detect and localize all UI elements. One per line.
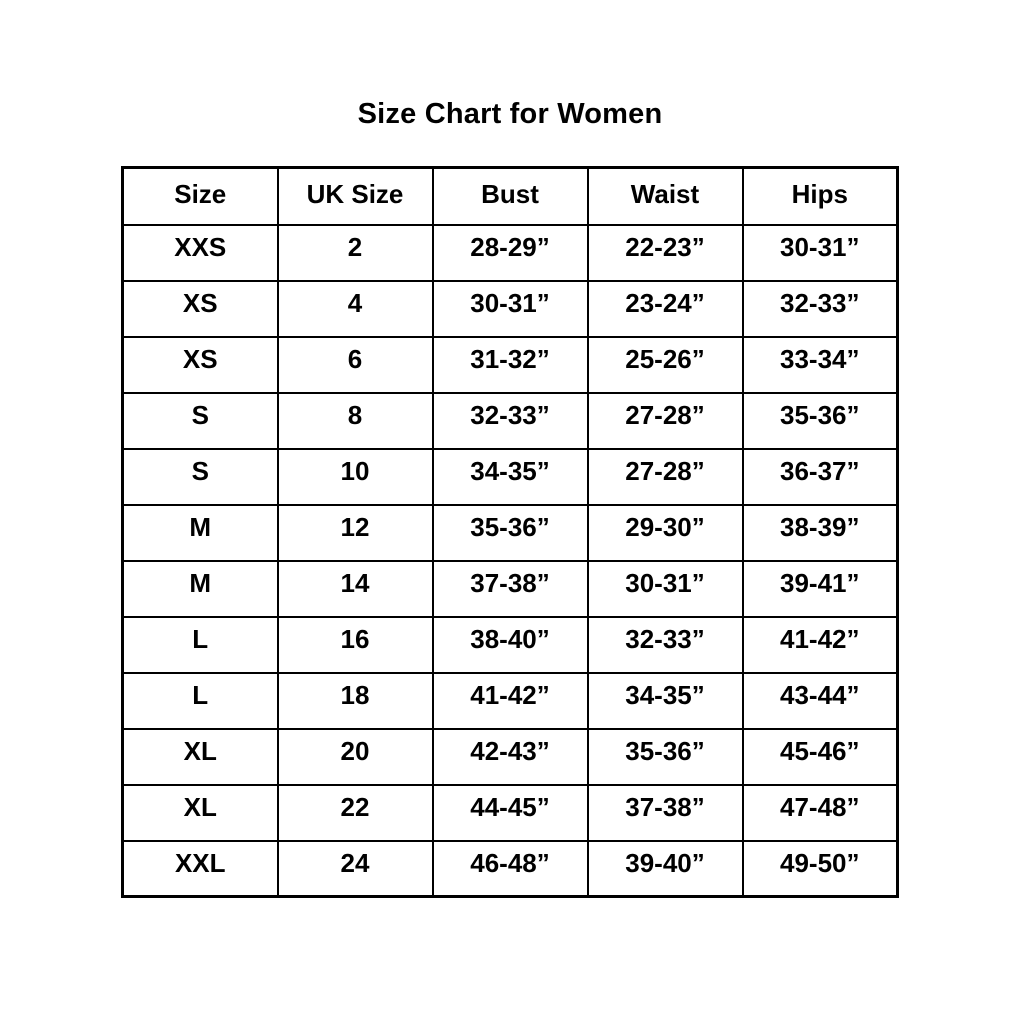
cell-waist: 37-38” (588, 785, 743, 841)
cell-size: M (123, 561, 278, 617)
cell-uk-size: 22 (278, 785, 433, 841)
cell-uk-size: 16 (278, 617, 433, 673)
page-title: Size Chart for Women (357, 98, 663, 130)
cell-bust: 31-32” (433, 337, 588, 393)
cell-uk-size: 18 (278, 673, 433, 729)
header-row (123, 168, 898, 225)
cell-size: S (123, 449, 278, 505)
cell-uk-size: 2 (278, 225, 433, 281)
cell-bust: 44-45” (433, 785, 588, 841)
table-row (123, 449, 898, 505)
cell-waist: 23-24” (588, 281, 743, 337)
cell-uk-size: 6 (278, 337, 433, 393)
column-header-bust: Bust (433, 168, 588, 225)
cell-uk-size: 12 (278, 505, 433, 561)
cell-hips: 35-36” (743, 393, 898, 449)
table-body (123, 225, 898, 897)
size-chart-table (121, 166, 899, 898)
cell-waist: 39-40” (588, 841, 743, 897)
table-row (123, 617, 898, 673)
cell-waist: 27-28” (588, 449, 743, 505)
cell-bust: 42-43” (433, 729, 588, 785)
table-row (123, 505, 898, 561)
cell-size: XXS (123, 225, 278, 281)
cell-uk-size: 14 (278, 561, 433, 617)
column-header-hips: Hips (743, 168, 898, 225)
cell-hips: 33-34” (743, 337, 898, 393)
cell-bust: 46-48” (433, 841, 588, 897)
cell-waist: 22-23” (588, 225, 743, 281)
table-row (123, 225, 898, 281)
cell-size: XS (123, 337, 278, 393)
table-row (123, 729, 898, 785)
cell-size: XS (123, 281, 278, 337)
cell-size: XL (123, 785, 278, 841)
cell-size: XL (123, 729, 278, 785)
cell-waist: 34-35” (588, 673, 743, 729)
table-row (123, 673, 898, 729)
cell-hips: 38-39” (743, 505, 898, 561)
cell-size: S (123, 393, 278, 449)
cell-hips: 32-33” (743, 281, 898, 337)
cell-hips: 43-44” (743, 673, 898, 729)
cell-uk-size: 8 (278, 393, 433, 449)
cell-waist: 29-30” (588, 505, 743, 561)
cell-waist: 30-31” (588, 561, 743, 617)
cell-hips: 45-46” (743, 729, 898, 785)
cell-size: L (123, 617, 278, 673)
cell-bust: 32-33” (433, 393, 588, 449)
cell-hips: 39-41” (743, 561, 898, 617)
column-header-waist: Waist (588, 168, 743, 225)
cell-waist: 35-36” (588, 729, 743, 785)
cell-hips: 36-37” (743, 449, 898, 505)
table-header (123, 168, 898, 225)
cell-hips: 47-48” (743, 785, 898, 841)
cell-uk-size: 20 (278, 729, 433, 785)
cell-bust: 38-40” (433, 617, 588, 673)
table-row (123, 281, 898, 337)
table-row (123, 337, 898, 393)
cell-hips: 41-42” (743, 617, 898, 673)
table-row (123, 785, 898, 841)
column-header-uk-size: UK Size (278, 168, 433, 225)
cell-bust: 30-31” (433, 281, 588, 337)
cell-hips: 49-50” (743, 841, 898, 897)
cell-waist: 27-28” (588, 393, 743, 449)
table-row (123, 841, 898, 897)
cell-uk-size: 24 (278, 841, 433, 897)
cell-bust: 35-36” (433, 505, 588, 561)
cell-waist: 25-26” (588, 337, 743, 393)
cell-size: L (123, 673, 278, 729)
cell-uk-size: 10 (278, 449, 433, 505)
table-row (123, 561, 898, 617)
cell-hips: 30-31” (743, 225, 898, 281)
table-row (123, 393, 898, 449)
cell-uk-size: 4 (278, 281, 433, 337)
cell-bust: 28-29” (433, 225, 588, 281)
cell-waist: 32-33” (588, 617, 743, 673)
cell-bust: 41-42” (433, 673, 588, 729)
cell-bust: 37-38” (433, 561, 588, 617)
cell-size: M (123, 505, 278, 561)
cell-bust: 34-35” (433, 449, 588, 505)
column-header-size: Size (123, 168, 278, 225)
cell-size: XXL (123, 841, 278, 897)
